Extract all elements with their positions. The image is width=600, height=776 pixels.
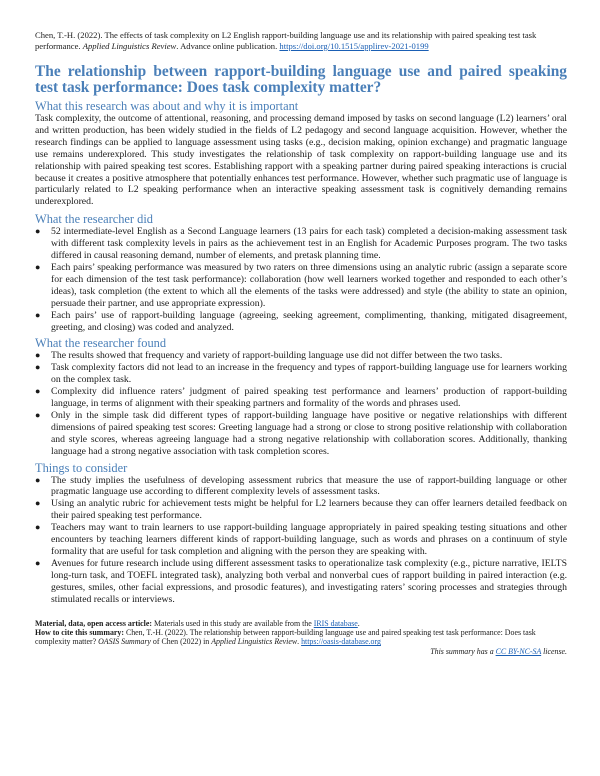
bullet-icon: ●	[35, 386, 41, 397]
license-prefix: This summary has a	[430, 646, 496, 656]
section-did	[35, 212, 567, 333]
list-item	[35, 350, 567, 362]
list-item-text: The study implies the usefulness of developing assessment rubrics that measure the use of rapport-building language or other pragmatic language use according to different complexity levels of assessment tasks.	[51, 474, 567, 498]
materials-text: Materials used in this study are available from the	[152, 618, 314, 628]
list-item	[35, 226, 567, 262]
license-suffix: license.	[541, 646, 567, 656]
doi-link[interactable]: https://doi.org/10.1515/applirev-2021-0199	[279, 41, 429, 51]
bullet-icon: ●	[35, 362, 41, 373]
page	[35, 30, 567, 656]
list-item	[35, 362, 567, 386]
bullet-icon: ●	[35, 261, 41, 272]
list-item	[35, 522, 567, 558]
about-paragraph: Task complexity, the outcome of attentional, reasoning, and processing demand imposed by tasks on second language (L2) learners’ oral and written production, has been widely studied in the fields of L2 pedagogy and second language acquisition. However, whether the research findings can be applied to language assessment using tasks (e.g., decision making, opinion exchange) and pragmatic language use remains underexplored. This study investigates the relationship of task complexity on rapport-building language use and its relationship with paired speaking test scores. Establishing rapport with a speaking partner during paired speaking interactions is crucial because it creates a positive atmosphere that potentially enhances test performance. However, whether such pragmatic use of language is particularly related to L2 speaking performance when an interactive speaking assessment task is cognitively demanding remains underexplored.	[35, 113, 567, 208]
section-found	[35, 336, 567, 457]
bullet-icon: ●	[35, 350, 41, 361]
section-heading-about: What this research was about and why it is important	[35, 99, 299, 113]
list-item-text: Avenues for future research include using different assessment tasks to operationalize task complexity (e.g., picture narrative, IELTS long-turn task, and TOEFL integrated task), analyzing both verbal and nonverbal cues of rapport building in paired interaction (e.g. gestures, smiles, other facial expressions, and prosodic features), and investigating raters’ scoring processes and strategies through stimulated recalls or interviews.	[51, 557, 567, 605]
list-item-text: Only in the simple task did different types of rapport-building language have positive or negative relationships with different dimensions of paired speaking test scores: Greeting language had a strong or close to strong positive relationship with collaboration and style scores, whereas agreeing language had a strong negative relationship with collaboration scores. Additionally, thanking language had a strong negative association with task completion scores.	[51, 409, 567, 457]
cite-journal: Applied Linguistics Review	[211, 637, 298, 647]
cite-dot: .	[297, 637, 302, 647]
license-note	[35, 647, 567, 656]
bullet-icon: ●	[35, 226, 41, 237]
list-item-text: Task complexity factors did not lead to an increase in the frequency and types of rapport-building language use for learners working on the complex task.	[51, 362, 567, 386]
citation-suffix: . Advance online publication.	[176, 41, 280, 51]
found-list	[35, 350, 567, 457]
list-item	[35, 558, 567, 606]
bullet-icon: ●	[35, 522, 41, 533]
oasis-link[interactable]: https://oasis-database.org	[301, 637, 381, 647]
bullet-icon: ●	[35, 557, 41, 568]
bullet-icon: ●	[35, 474, 41, 485]
consider-list	[35, 475, 567, 606]
section-consider	[35, 461, 567, 606]
list-item	[35, 386, 567, 410]
materials-end: .	[357, 618, 360, 628]
list-item-text: Teachers may want to train learners to use rapport-building language appropriately in paired speaking testing situations and other encounters by teaching learners different kinds of rapport-building language, such as words and phrases on a continuum of style formality that are useful for task completion and aligning with the person they are speaking with.	[51, 522, 567, 557]
section-about	[35, 99, 567, 208]
list-item	[35, 410, 567, 458]
license-link[interactable]: CC BY-NC-SA	[495, 646, 542, 656]
section-heading-consider: Things to consider	[35, 460, 128, 475]
cite-of: of Chen (2022) in	[150, 637, 212, 647]
footer	[35, 619, 567, 657]
citation-journal: Applied Linguistics Review	[82, 41, 177, 51]
list-item-text: Using an analytic rubric for achievement tests might be helpful for L2 learners because they can offer learners detailed feedback on their paired speaking test performance.	[51, 498, 567, 522]
list-item-text: Each pairs’ use of rapport-building language (agreeing, seeking agreement, complimenting, thanking, mitigated disagreement, greeting, and closing) was coded and analyzed.	[51, 309, 567, 333]
cite-text: Chen, T.-H. (2022). The relationship between rapport-building language use and paired speaking test task performance: Does task complexity matter?	[35, 627, 536, 647]
list-item	[35, 310, 567, 334]
section-heading-found: What the researcher found	[35, 336, 167, 351]
list-item-text: Complexity did influence raters’ judgment of paired speaking test performance and learners’ production of rapport-building language, in terms of alignment with their speaking partners and formality of the words and phrases used.	[51, 386, 567, 410]
cite-label: How to cite this summary:	[35, 627, 124, 637]
list-item-text: The results showed that frequency and variety of rapport-building language use did not differ between the two tasks.	[51, 350, 503, 362]
list-item	[35, 498, 567, 522]
list-item	[35, 262, 567, 310]
bullet-icon: ●	[35, 498, 41, 509]
cite-oasis: OASIS Summary	[98, 637, 151, 647]
citation-text: Chen, T.-H. (2022). The effects of task complexity on L2 English rapport-building language use and its relationship with paired speaking test task performance.	[35, 30, 537, 51]
cite-note	[35, 628, 567, 647]
materials-label: Material, data, open access article:	[35, 618, 153, 628]
list-item-text: 52 intermediate-level English as a Second Language learners (13 pairs for each task) completed a decision-making assessment task with different task complexity levels in pairs as the achievement test in an English for Academic Purposes program. The two tasks differed in causal reasoning demand, number of elements, and pretask planning time.	[51, 226, 567, 262]
bullet-icon: ●	[35, 409, 41, 420]
materials-note	[35, 619, 567, 628]
article-citation	[35, 30, 567, 52]
list-item	[35, 475, 567, 499]
list-item-text: Each pairs’ speaking performance was measured by two raters on three dimensions using an analytic rubric (assign a separate score for each dimension of the test task performance): collaboration (how well learners worked together and responded to each other’s ideas), task completion (the extent to which all the elements of the tasks were addressed) and style (the ability to state an opinion, persuade their partner, and use appropriate expression).	[51, 261, 567, 309]
section-heading-did: What the researcher did	[35, 212, 153, 227]
did-list	[35, 226, 567, 333]
iris-database-link[interactable]: IRIS database	[313, 618, 358, 628]
page-title: The relationship between rapport-building language use and paired speaking test task performance: Does task complexity matter?	[35, 63, 567, 96]
bullet-icon: ●	[35, 309, 41, 320]
